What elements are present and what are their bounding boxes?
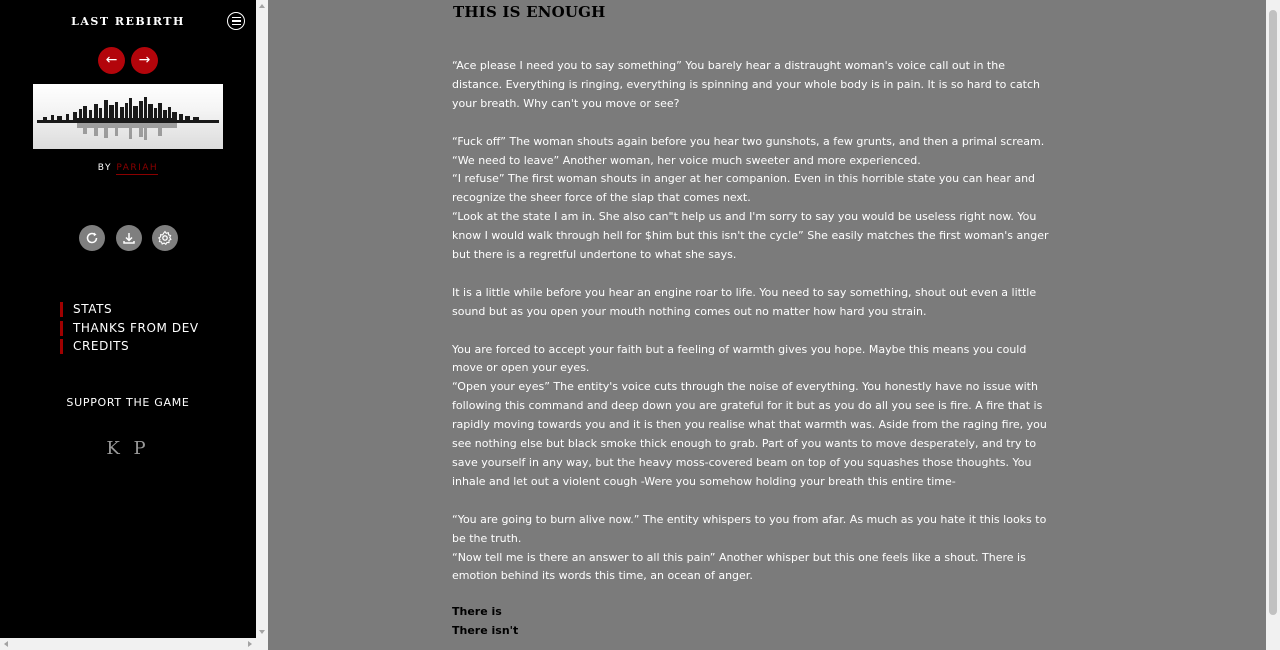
arrow-right-icon: →: [138, 52, 151, 68]
main-scrollbar-thumb[interactable]: [1269, 10, 1277, 615]
sidebar-horizontal-scrollbar[interactable]: [0, 638, 268, 650]
story-panel: [268, 0, 1266, 650]
sidebar: [0, 0, 256, 638]
choice-there-isnt[interactable]: There isn't: [452, 624, 519, 637]
sidebar-item-credits[interactable]: CREDITS: [60, 339, 199, 354]
by-label: BY: [97, 163, 112, 173]
story-line: “Ace please I need you to say something” You barely hear a distraught woman's voice call out in the distance. Everything is ringing, everything is spinning and your whole body is in pain. It is so hard to catch your breath. Why can't you move or see?: [452, 59, 1041, 110]
choice-list: [452, 602, 518, 640]
kp-logo: K P: [106, 438, 150, 459]
story-paragraph: [452, 57, 1057, 114]
gear-icon: [157, 230, 173, 246]
story-paragraph: [452, 511, 1057, 587]
author-byline: [0, 163, 256, 173]
story-text: [452, 57, 1057, 605]
story-line: You are forced to accept your faith but a feeling of warmth gives you hope. Maybe this means you could move or open your eyes.: [452, 342, 1027, 375]
game-title: LAST REBIRTH: [71, 15, 185, 28]
story-line: “Look at the state I am in. She also can"t help us and I'm sorry to say you would be useless right now. You know I would walk through hell for $him but this isn't the cycle” She easily matches the first woman's anger but there is a regretful undertone to what she says.: [452, 210, 1049, 262]
scroll-up-arrow-icon[interactable]: [259, 4, 265, 8]
scroll-left-arrow-icon[interactable]: [4, 641, 8, 647]
cover-image: [33, 84, 223, 149]
back-button[interactable]: [98, 47, 125, 74]
sidebar-scrollbar[interactable]: [256, 0, 268, 638]
scroll-down-arrow-icon[interactable]: [259, 630, 265, 634]
story-paragraph: [452, 341, 1057, 492]
story-line: “You are going to burn alive now.” The entity whispers to you from afar. As much as you hate it this looks to be the truth.: [452, 512, 1047, 545]
scroll-right-arrow-icon[interactable]: [248, 641, 252, 647]
chapter-title: THIS IS ENOUGH: [453, 3, 606, 21]
story-line: “We need to leave” Another woman, her voice much sweeter and more experienced.: [452, 153, 921, 167]
settings-button[interactable]: [152, 225, 178, 251]
save-button[interactable]: [116, 225, 142, 251]
main-scrollbar[interactable]: [1266, 0, 1280, 650]
restart-icon: [85, 231, 99, 245]
author-link[interactable]: PARIAH: [116, 163, 159, 173]
story-line: It is a little while before you hear an engine roar to life. You need to say something, shout out even a little sound but as you open your mouth nothing comes out no matter how hard you strain.: [452, 285, 1037, 318]
story-line: “I refuse” The first woman shouts in anger at her companion. Even in this horrible state you can hear and recognize the sheer force of the slap that comes next.: [452, 172, 1036, 205]
story-line: “Fuck off” The woman shouts again before you hear two gunshots, a few grunts, and then a primal scream.: [452, 134, 1045, 148]
download-icon: [122, 231, 136, 245]
story-line: “Open your eyes” The entity's voice cuts through the noise of everything. You honestly have no issue with following this command and deep down you are grateful for it but as you do all you see is fire. A fire that is rapidly moving towards you and it is then you realise what that warmth was. Aside from the raging fire, you see nothing else but black smoke thick enough to grab. Part of you wants to move desperately, and try to save yourself in any way, but the heavy moss-covered beam on top of you squashes those thoughts. You inhale and let out a violent cough -Were you somehow holding your breath this entire time-: [452, 380, 1047, 488]
city-skyline-image: [33, 84, 223, 149]
restart-button[interactable]: [79, 225, 105, 251]
sidebar-item-thanks-from-dev[interactable]: THANKS FROM DEV: [60, 321, 199, 336]
story-paragraph: [452, 133, 1057, 265]
story-paragraph: [452, 284, 1057, 322]
forward-button[interactable]: [131, 47, 158, 74]
sidebar-item-stats[interactable]: STATS: [60, 302, 199, 317]
arrow-left-icon: ←: [105, 52, 118, 68]
sidebar-menu: [60, 302, 199, 358]
choice-there-is[interactable]: There is: [452, 605, 502, 618]
story-line: “Now tell me is there an answer to all this pain” Another whisper but this one feels like a shout. There is emotion behind its words this time, an ocean of anger.: [452, 550, 1026, 583]
hamburger-icon[interactable]: [227, 12, 245, 30]
support-the-game-link[interactable]: SUPPORT THE GAME: [66, 396, 190, 409]
